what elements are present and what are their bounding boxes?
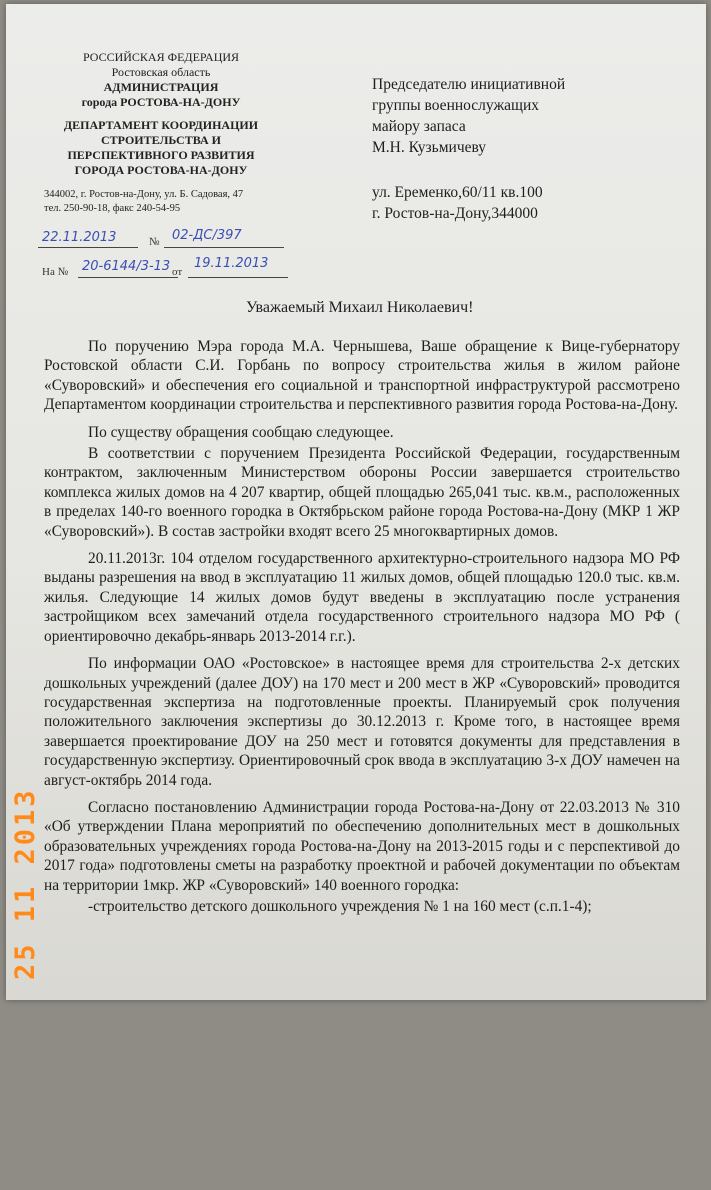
letterhead-city: города РОСТОВА-НА-ДОНУ <box>81 95 241 109</box>
letterhead-administration: АДМИНИСТРАЦИЯ <box>103 80 219 94</box>
reference-date-underline <box>188 277 288 278</box>
recipient-line-2: группы военнослужащих <box>372 97 540 114</box>
recipient-block <box>372 74 565 224</box>
department-address: 344002, г. Ростов-на-Дону, ул. Б. Садовая, 47 <box>44 189 244 200</box>
department-line-1: ДЕПАРТАМЕНТ КООРДИНАЦИИ <box>63 118 259 132</box>
letterhead-region: Ростовская область <box>111 65 211 79</box>
reference-number-underline <box>78 277 178 278</box>
letter-body <box>44 337 680 924</box>
greeting: Уважаемый Михаил Николаевич! <box>246 299 474 316</box>
recipient-line-3: майору запаса <box>372 118 466 135</box>
paragraph-6: Согласно постановлению Администрации города Ростова-на-Дону от 22.03.2013 № 310 «Об утверждении Плана мероприятий по обеспечению дополнительных мест в дошкольных образовательных учреждениях города Ростова-на-Дону на 2013-2015 годы и с перспективой до 2017 года» подготовлены сметы на разработку проектной и рабочей документации по объектам на территории 1мкр. ЖР «Суворовский» 140 военного городка: <box>44 798 680 894</box>
department-line-2: СТРОИТЕЛЬСТВА И <box>101 133 221 147</box>
reference-from-label: от <box>172 266 183 278</box>
reference-date: 19.11.2013 <box>194 256 269 271</box>
reg-number: 02-ДС/397 <box>172 228 242 243</box>
recipient-name: М.Н. Кузьмичеву <box>372 139 487 156</box>
department-phone: тел. 250-90-18, факс 240-54-95 <box>44 203 181 214</box>
paragraph-1: По поручению Мэра города М.А. Чернышева, Ваше обращение к Вице-губернатору Ростовской области С.И. Горбань по вопросу строительства жилья в жилом районе «Суворовский» и обеспечения его социальной и транспортной инфраструктурой рассмотрено Департаментом координации строительства и перспективного развития города Ростова-на-Дону. <box>44 338 680 414</box>
recipient-city: г. Ростов-на-Дону,344000 <box>372 205 538 222</box>
department-line-4: ГОРОДА РОСТОВА-НА-ДОНУ <box>74 163 248 177</box>
recipient-street: ул. Еременко,60/11 кв.100 <box>372 184 543 201</box>
paragraph-4: 20.11.2013г. 104 отделом государственного архитектурно-строительного надзора МО РФ выданы разрешения на ввод в эксплуатацию 11 жилых домов, общей площадью 120.0 тыс. кв.м. жилья. Следующие 14 жилых домов будут введены в эксплуатацию после устранения застройщиком всех замечаний отдела государственного строительного надзора МО РФ ( ориентировочно декабрь-январь 2013-2014 г.г.). <box>44 550 680 645</box>
reg-number-underline <box>164 247 284 248</box>
recipient-line-1: Председателю инициативной <box>372 76 566 93</box>
paragraph-2: По существу обращения сообщаю следующее. <box>88 423 394 441</box>
reg-date-underline <box>38 247 138 248</box>
paragraph-7: -строительство детского дошкольного учреждения № 1 на 160 мест (с.п.1-4); <box>88 897 592 915</box>
paragraph-3: В соответствии с поручением Президента Российской Федерации, государственным контрактом, заключенным Министерством обороны России завершается строительство комплекса жилых домов на 4 207 квартир, общей площадью 265,041 тыс. кв.м., расположенных в пределах 140-го военного городка в Октябрьском районе города Ростова-на-Дону (МКР 1 ЖР «Суворовский»). В состав застройки входят всего 25 многоквартирных домов. <box>44 445 680 540</box>
photo-date-stamp-wrapper <box>10 787 44 1190</box>
reg-date: 22.11.2013 <box>42 230 117 245</box>
photo-date-stamp: 25 11 2013 <box>10 787 41 980</box>
letterhead-country: РОССИЙСКАЯ ФЕДЕРАЦИЯ <box>82 50 240 64</box>
reference-number: 20-6144/3-13 <box>82 259 171 274</box>
letter-sheet <box>6 4 706 1000</box>
reg-number-label: № <box>149 236 160 248</box>
paragraph-5: По информации ОАО «Ростовское» в настоящее время для строительства 2-х детских дошкольных учреждений (далее ДОУ) на 170 мест и 200 мест в ЖР «Суворовский» проводится государственная экспертиза на подготовленные проекты. Планируемый срок получения положительного заключения экспертизы до 30.12.2013 г. Кроме того, в настоящее время завершается проектирование ДОУ на 250 мест и готовятся документы для представления в государственную экспертизу. Ориентировочный срок ввода в эксплуатацию 3-х ДОУ намечен на август-октябрь 2014 года. <box>44 655 680 789</box>
reference-label: На № <box>42 266 69 278</box>
letterhead <box>36 50 286 216</box>
department-line-3: ПЕРСПЕКТИВНОГО РАЗВИТИЯ <box>67 148 255 162</box>
